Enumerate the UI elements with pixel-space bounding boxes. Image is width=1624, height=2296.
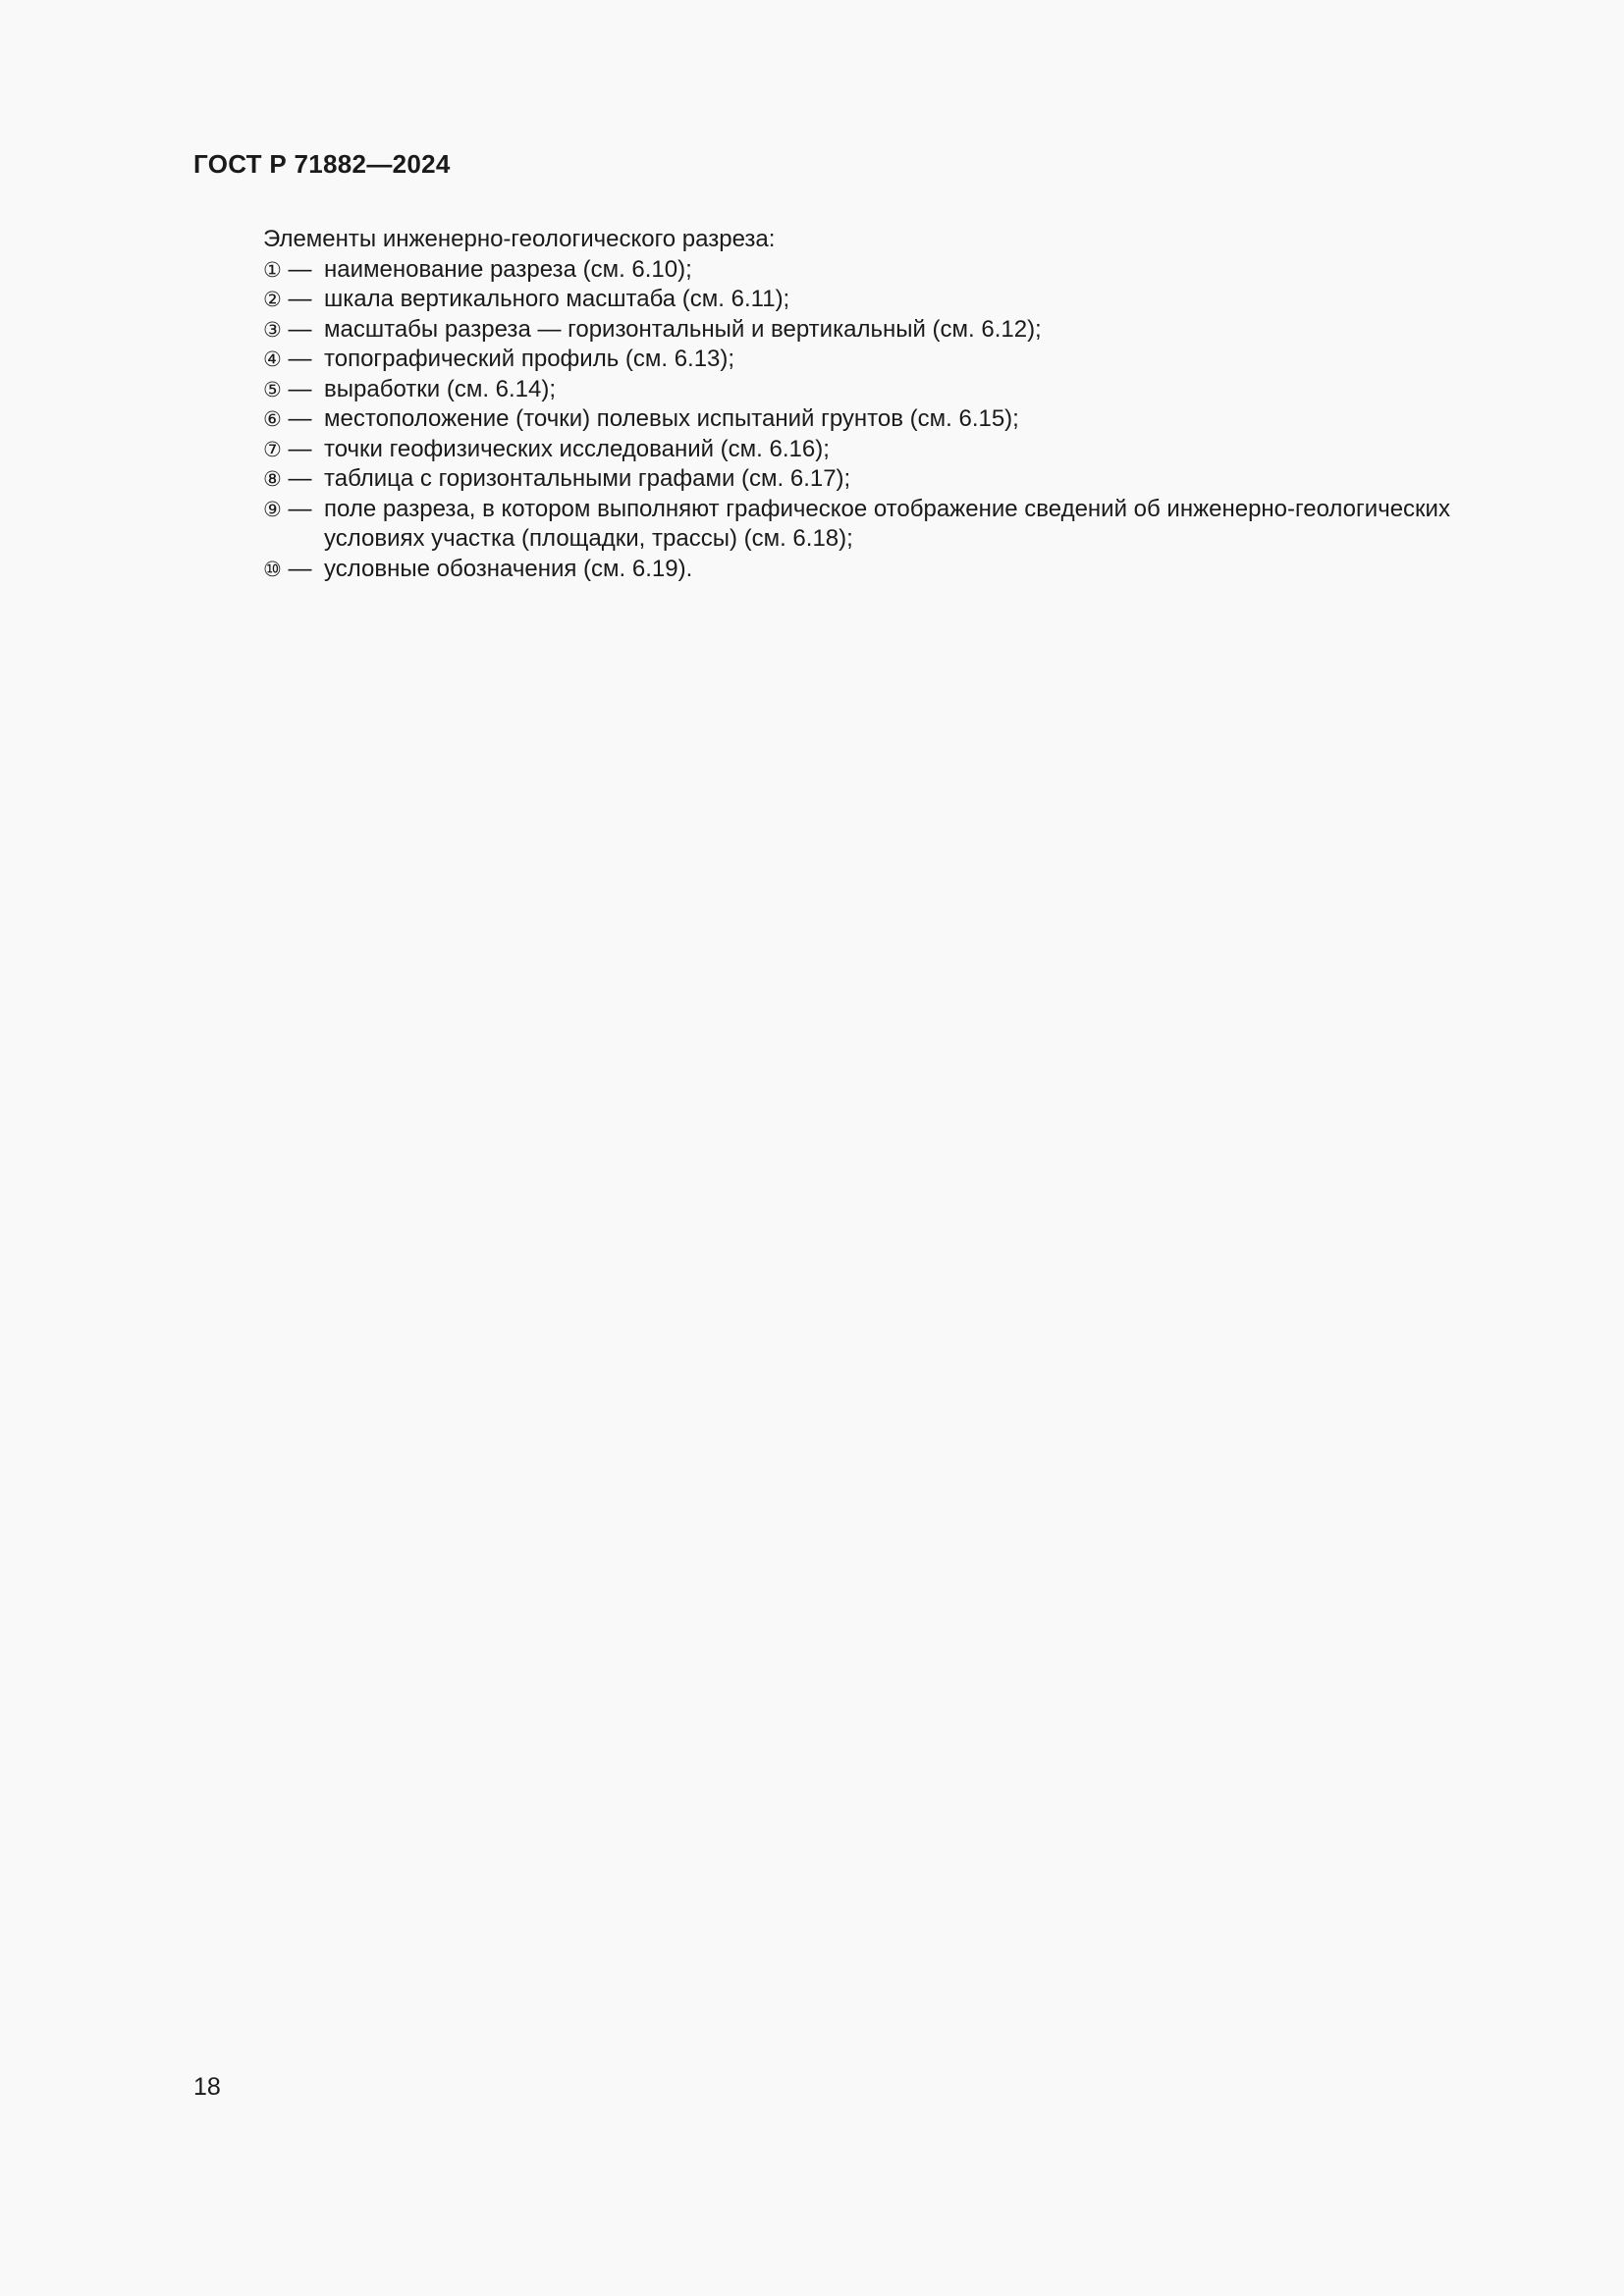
legend-item-7	[263, 435, 1530, 465]
legend-section	[263, 225, 1530, 584]
legend-marker	[263, 435, 324, 465]
legend-item-6	[263, 404, 1530, 435]
legend-item-text: условные обозначения (см. 6.19).	[324, 555, 693, 582]
em-dash: —	[288, 495, 312, 522]
em-dash: —	[288, 375, 312, 402]
legend-item-text: масштабы разреза — горизонтальный и вертикальный (см. 6.12);	[324, 315, 1042, 343]
legend-item-3	[263, 315, 1530, 346]
legend-item-9	[263, 495, 1530, 555]
legend-item-5	[263, 375, 1530, 405]
circled-number-7-icon: ⑦	[263, 437, 282, 461]
legend-item-2	[263, 285, 1530, 315]
circled-number-6-icon: ⑥	[263, 407, 282, 431]
circled-number-9-icon: ⑨	[263, 497, 282, 521]
circled-number-8-icon: ⑧	[263, 467, 282, 491]
legend-marker	[263, 404, 324, 435]
circled-number-3-icon: ③	[263, 317, 282, 342]
legend-marker	[263, 555, 324, 585]
legend-intro: Элементы инженерно-геологического разреза:	[263, 226, 776, 252]
document-header: ГОСТ Р 71882—2024	[193, 149, 451, 179]
legend-marker	[263, 315, 324, 346]
legend-item-4	[263, 345, 1530, 375]
circled-number-5-icon: ⑤	[263, 377, 282, 401]
legend-marker	[263, 255, 324, 286]
legend-marker	[263, 285, 324, 315]
legend-marker	[263, 464, 324, 495]
legend-list	[263, 255, 1530, 585]
em-dash: —	[288, 435, 312, 462]
legend-item-text: наименование разреза (см. 6.10);	[324, 255, 692, 283]
circled-number-1-icon: ①	[263, 257, 282, 282]
page-number: 18	[193, 2073, 221, 2101]
em-dash: —	[288, 465, 312, 492]
circled-number-4-icon: ④	[263, 347, 282, 371]
legend-item-text: топографический профиль (см. 6.13);	[324, 346, 735, 372]
em-dash: —	[288, 286, 312, 312]
em-dash: —	[288, 346, 312, 372]
legend-marker	[263, 495, 324, 525]
legend-item-10	[263, 555, 1530, 585]
legend-item-text: выработки (см. 6.14);	[324, 375, 557, 402]
legend-item-8	[263, 464, 1530, 495]
em-dash: —	[288, 255, 312, 283]
em-dash: —	[288, 405, 312, 432]
legend-item-text: таблица с горизонтальными графами (см. 6.17);	[324, 465, 851, 492]
legend-item-text: поле разреза, в котором выполняют графическое отображение сведений об инженерно-геологических условиях участка (площадки, трассы) (см. 6.18);	[324, 495, 1450, 552]
legend-marker	[263, 375, 324, 405]
em-dash: —	[288, 555, 312, 582]
circled-number-2-icon: ②	[263, 288, 282, 311]
em-dash: —	[288, 315, 312, 343]
legend-item-text: местоположение (точки) полевых испытаний грунтов (см. 6.15);	[324, 405, 1019, 432]
circled-number-10-icon: ⑩	[263, 557, 282, 581]
legend-item-text: шкала вертикального масштаба (см. 6.11);	[324, 286, 790, 312]
legend-item-1	[263, 255, 1530, 286]
legend-marker	[263, 345, 324, 375]
legend-item-text: точки геофизических исследований (см. 6.16);	[324, 435, 830, 462]
